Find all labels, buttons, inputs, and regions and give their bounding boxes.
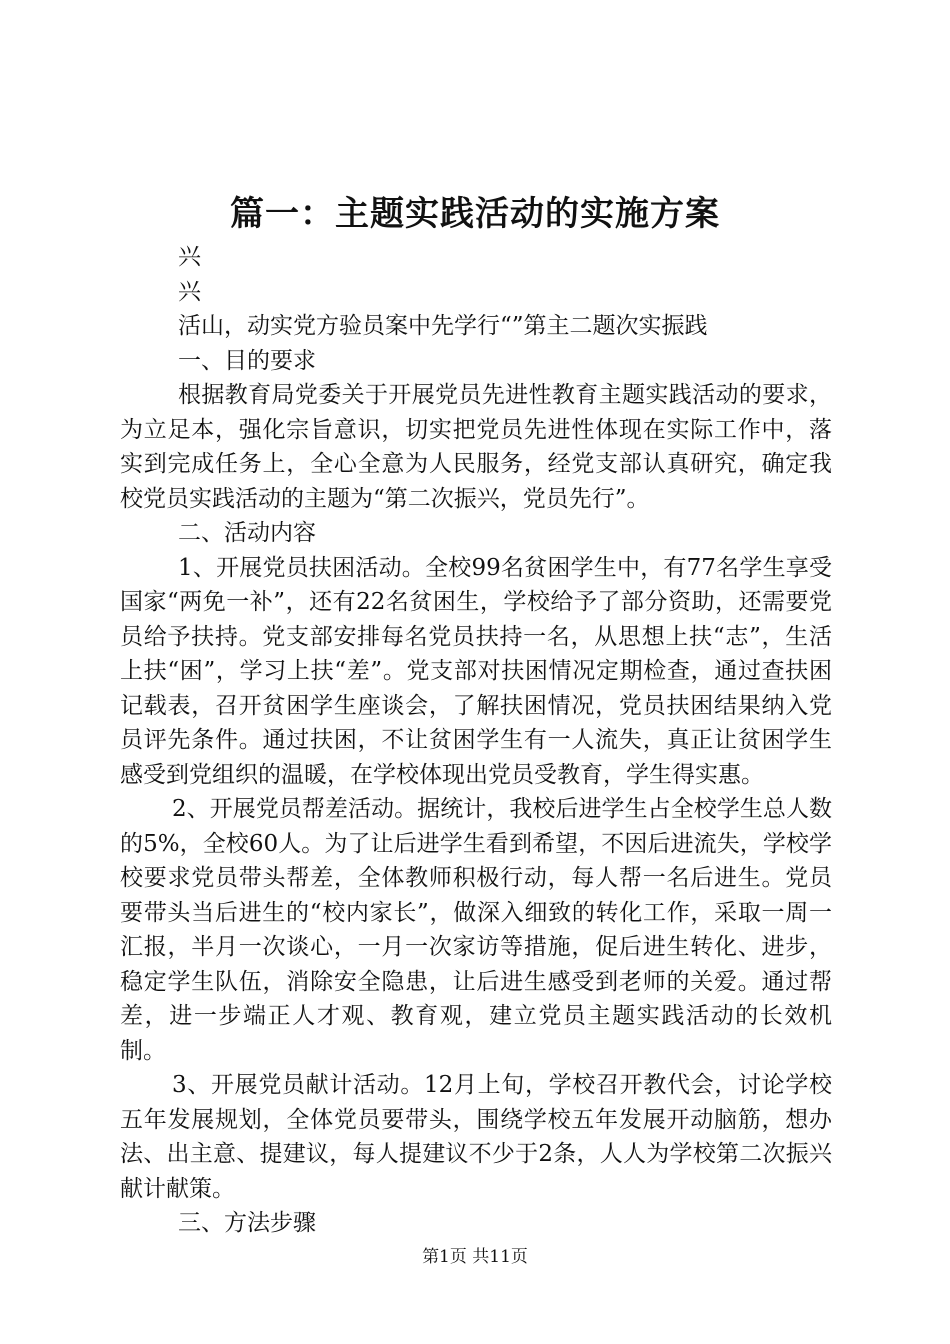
section-heading-content: 二、活动内容 bbox=[178, 520, 316, 546]
section-heading-steps: 三、方法步骤 bbox=[178, 1210, 316, 1236]
page-indicator: 第1页 共11页 bbox=[422, 1247, 528, 1267]
garbled-line-1: 兴 bbox=[178, 244, 201, 270]
section-heading-purpose: 一、目的要求 bbox=[178, 347, 316, 374]
garbled-line-2: 兴 bbox=[178, 278, 201, 305]
paragraph-purpose: 根据教育局党委关于开展党员先进性教育主题实践活动的要求，为立足本，强化宗旨意识，切实把党员先进性体现在实际工作中，落实到完成任务上，全心全意为人民服务，经党支部认真研究，确定我校党员实践活动的主题为“第二次振兴，党员先行”。 bbox=[120, 382, 832, 512]
paragraph-item-2: 2、开展党员帮差活动。据统计，我校后进学生占全校学生总人数的5%，全校60人。为了让后进学生看到希望，不因后进流失，学校学校要求党员带头帮差，全体教师积极行动，每人帮一名后进生。党员要带头当后进生的“校内家长”，做深入细致的转化工作，采取一周一汇报，半月一次谈心，一月一次家访等措施，促后进生转化、进步，稳定学生队伍，消除安全隐患，让后进生感受到老师的关爱。通过帮差，进一步端正人才观、教育观，建立党员主题实践活动的长效机制。 bbox=[120, 796, 832, 1064]
garbled-line-3: 活山，动实党方验员案中先学行“”第主二题次实振践 bbox=[178, 313, 708, 339]
document-body bbox=[120, 240, 832, 1241]
paragraph-item-1: 1、开展党员扶困活动。全校99名贫困学生中，有77名学生享受国家“两免一补”，还有22名贫困生，学校给予了部分资助，还需要党员给予扶持。党支部安排每名党员扶持一名，从思想上扶“志”，生活上扶“困”，学习上扶“差”。党支部对扶困情况定期检查，通过查扶困记载表，召开贫困学生座谈会，了解扶困情况，党员扶困结果纳入党员评先条件。通过扶困，不让贫困学生有一人流失，真正让贫困学生感受到党组织的温暖，在学校体现出党员受教育，学生得实惠。 bbox=[120, 554, 832, 788]
paragraph-item-3: 3、开展党员献计活动。12月上旬，学校召开教代会，讨论学校五年发展规划，全体党员要带头，围绕学校五年发展开动脑筋，想办法、出主意、提建议，每人提建议不少于2条，人人为学校第二次振兴献计献策。 bbox=[120, 1072, 832, 1202]
document-title: 篇一：主题实践活动的实施方案 bbox=[230, 194, 720, 234]
